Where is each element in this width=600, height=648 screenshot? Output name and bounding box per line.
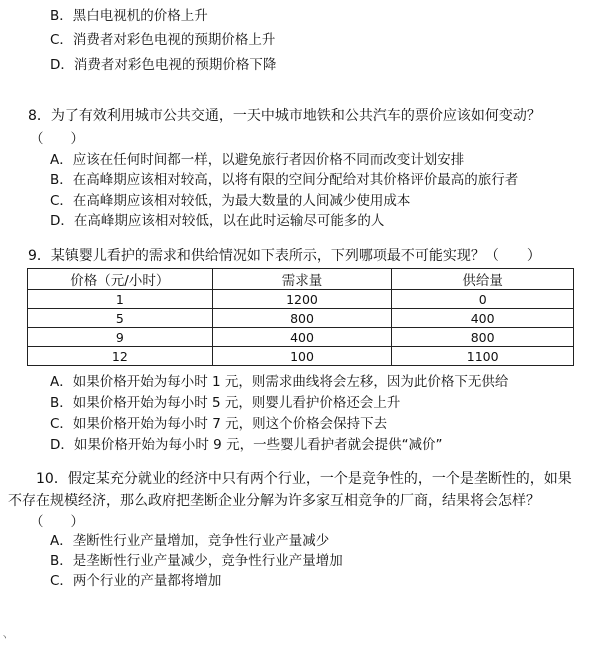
question-8-option-b: B．在高峰期应该相对较高，以将有限的空间分配给对其价格评价最高的旅行者 bbox=[50, 172, 519, 188]
question-10-option-c: C．两个行业的产量都将增加 bbox=[50, 573, 222, 589]
option-b-prev: B．黑白电视机的价格上升 bbox=[50, 8, 208, 24]
supply-demand-table bbox=[27, 268, 574, 366]
cell-demand: 800 bbox=[212, 309, 392, 328]
option-c-prev: C．消费者对彩色电视的预期价格上升 bbox=[50, 32, 276, 48]
question-10-option-a: A．垄断性行业产量增加，竞争性行业产量减少 bbox=[50, 533, 330, 549]
corner-mark: ヽ bbox=[0, 633, 10, 643]
cell-demand: 100 bbox=[212, 347, 392, 366]
question-8-option-a: A．应该在任何时间都一样，以避免旅行者因价格不同而改变计划安排 bbox=[50, 152, 465, 168]
question-10-option-b: B．是垄断性行业产量减少，竞争性行业产量增加 bbox=[50, 553, 343, 569]
table-header-row bbox=[28, 269, 574, 290]
cell-supply: 1100 bbox=[392, 347, 574, 366]
cell-demand: 400 bbox=[212, 328, 392, 347]
option-d-prev: D．消费者对彩色电视的预期价格下降 bbox=[50, 57, 277, 73]
cell-price: 5 bbox=[28, 309, 213, 328]
cell-price: 12 bbox=[28, 347, 213, 366]
cell-demand: 1200 bbox=[212, 290, 392, 309]
cell-supply: 800 bbox=[392, 328, 574, 347]
question-8-blank: （ ） bbox=[30, 131, 84, 147]
question-9-stem: 9．某镇婴儿看护的需求和供给情况如下表所示，下列哪项最不可能实现？（ ） bbox=[28, 248, 541, 264]
table-row bbox=[28, 347, 574, 366]
question-8-stem: 8．为了有效利用城市公共交通，一天中城市地铁和公共汽车的票价应该如何变动？ bbox=[28, 108, 541, 124]
question-9-option-a: A．如果价格开始为每小时 1 元，则需求曲线将会左移，因为此价格下无供给 bbox=[50, 374, 509, 390]
question-8-option-d: D．在高峰期应该相对较低，以在此时运输尽可能多的人 bbox=[50, 213, 385, 229]
cell-supply: 0 bbox=[392, 290, 574, 309]
question-9-option-c: C．如果价格开始为每小时 7 元，则这个价格会保持下去 bbox=[50, 416, 388, 432]
table-row bbox=[28, 290, 574, 309]
cell-supply: 400 bbox=[392, 309, 574, 328]
header-price: 价格（元/小时） bbox=[28, 269, 213, 290]
question-9-option-b: B．如果价格开始为每小时 5 元，则婴儿看护价格还会上升 bbox=[50, 395, 401, 411]
question-9-option-d: D．如果价格开始为每小时 9 元，一些婴儿看护者就会提供“减价” bbox=[50, 437, 443, 453]
header-demand: 需求量 bbox=[212, 269, 392, 290]
question-10-blank: （ ） bbox=[30, 514, 84, 530]
table-row bbox=[28, 309, 574, 328]
question-10-stem: 10．假定某充分就业的经济中只有两个行业，一个是竞争性的，一个是垄断性的，如果不存在规模经济，那么政府把垄断企业分解为许多家互相竞争的厂商，结果将会怎样？ bbox=[8, 471, 572, 509]
header-supply: 供给量 bbox=[392, 269, 574, 290]
cell-price: 9 bbox=[28, 328, 213, 347]
question-8-option-c: C．在高峰期应该相对较低，为最大数量的人间减少使用成本 bbox=[50, 193, 411, 209]
table-row bbox=[28, 328, 574, 347]
cell-price: 1 bbox=[28, 290, 213, 309]
